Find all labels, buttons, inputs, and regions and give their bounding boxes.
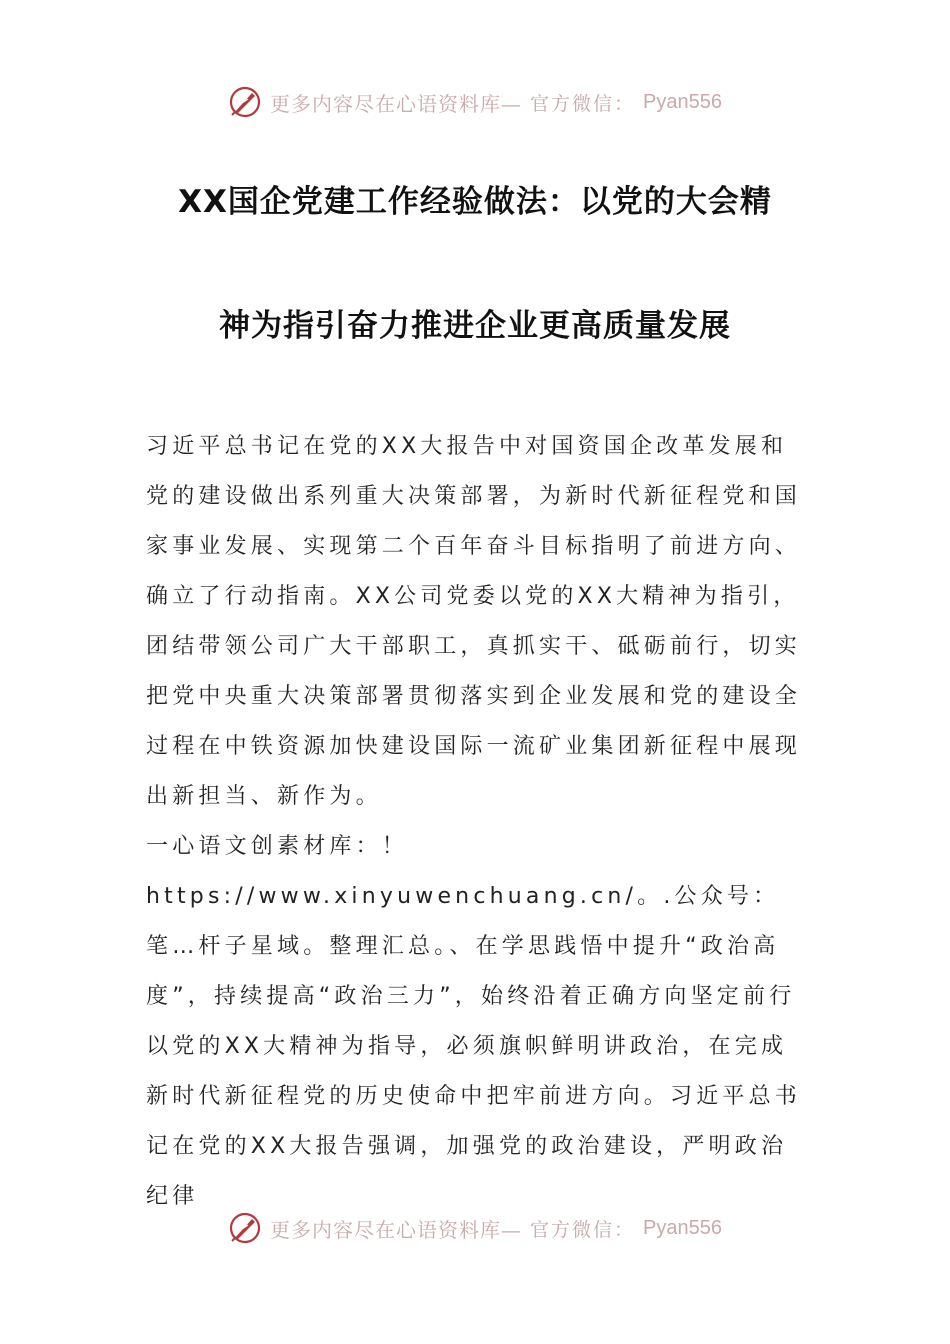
document-title-line-2: 神为指引奋力推进企业更高质量发展	[219, 308, 731, 344]
paragraph-2: 一心语文创素材库：！https://www.xinyuwenchuang.cn/。.公众号：笔…杆子星域。整理汇总。、在学思践悟中提升“政治高度”，持续提高“政治三力”，始终沿着正确方向坚定前行	[146, 834, 796, 1009]
document-body	[146, 422, 810, 1222]
footer-watermark	[0, 1206, 950, 1250]
document-title-line-1: XX国企党建工作经验做法：以党的大会精	[178, 184, 772, 220]
watermark-site-text: 更多内容尽在心语资料库—	[270, 1217, 522, 1242]
header-watermark	[0, 80, 950, 124]
watermark-wechat-id: Pyan556	[643, 90, 722, 113]
watermark-wechat-label: 官方微信：	[530, 92, 636, 115]
quill-logo-icon	[228, 85, 262, 119]
paragraph-3: 以党的XX大精神为指导，必须旗帜鲜明讲政治，在完成新时代新征程党的历史使命中把牢前进方向。习近平总书记在党的XX大报告强调，加强党的政治建设，严明政治纪律	[146, 1034, 802, 1209]
paragraph-1: 习近平总书记在党的XX大报告中对国资国企改革发展和党的建设做出系列重大决策部署，为新时代新征程党和国家事业发展、实现第二个百年奋斗目标指明了前进方向、确立了行动指南。XX公司党委以党的XX大精神为指引，团结带领公司广大干部职工，真抓实干、砥砺前行，切实把党中央重大决策部署贯彻落实到企业发展和党的建设全过程在中铁资源加快建设国际一流矿业集团新征程中展现出新担当、新作为。	[146, 434, 802, 809]
watermark-wechat-label: 官方微信：	[530, 1218, 636, 1241]
quill-logo-icon	[228, 1211, 262, 1245]
watermark-wechat-id: Pyan556	[643, 1216, 722, 1239]
watermark-site-text: 更多内容尽在心语资料库—	[270, 91, 522, 116]
